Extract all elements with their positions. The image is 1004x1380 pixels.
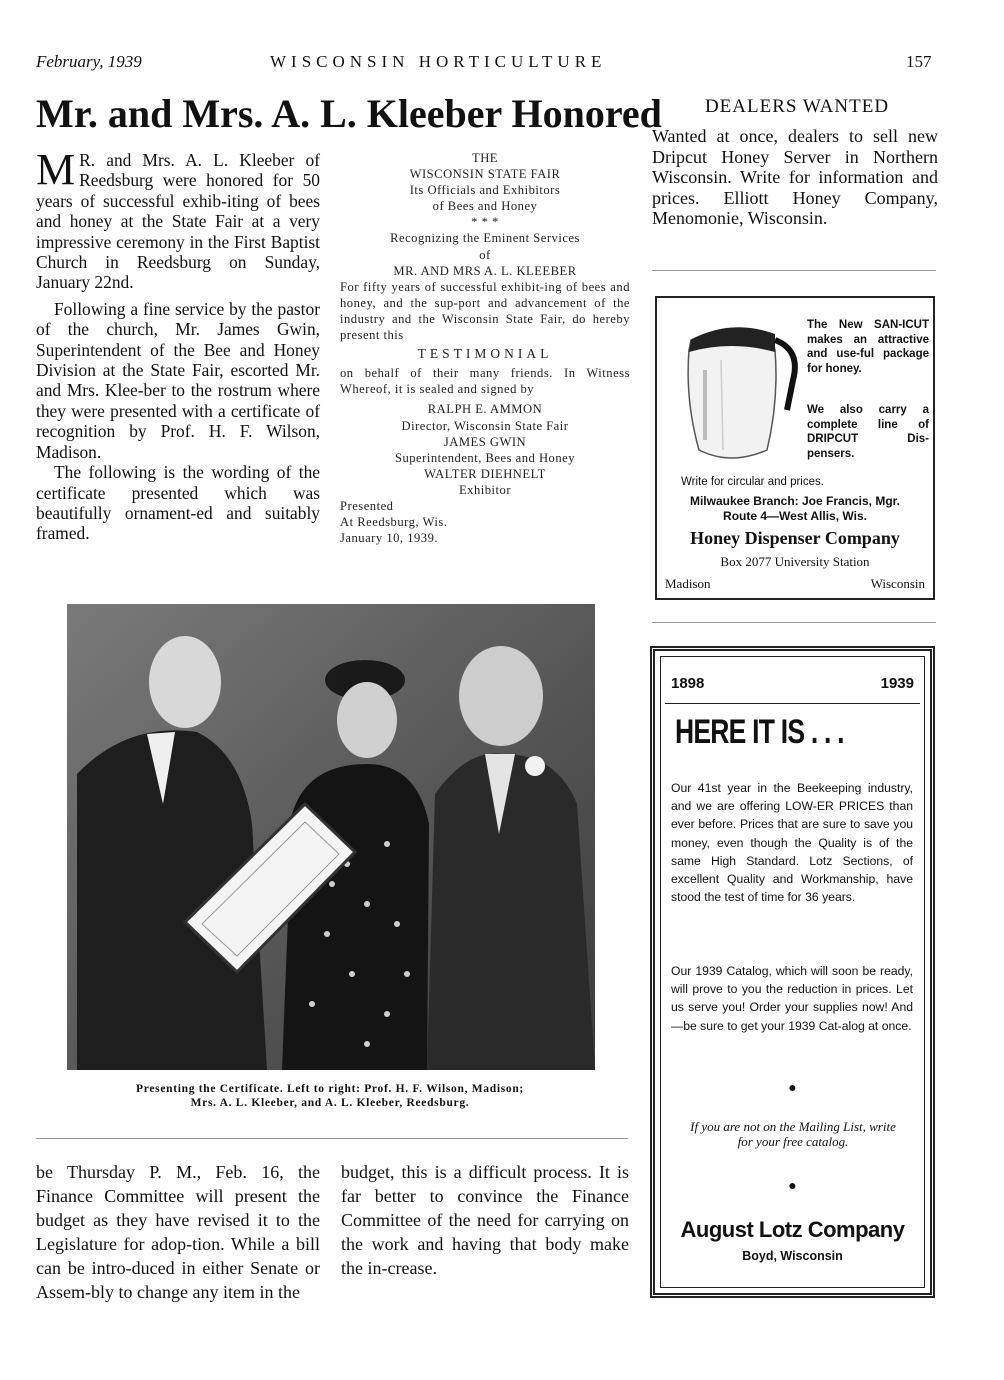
ad-mailing-note: If you are not on the Mailing List, write for your free catalog. — [690, 1119, 896, 1149]
dealers-body: Wanted at once, dealers to sell new Dripcut Honey Server in Northern Wisconsin. Write for information and prices. Elliott Honey Company, Menomonie, Wisconsin. — [652, 126, 938, 228]
ad-company-name: Honey Dispenser Company — [690, 528, 900, 548]
cert-presented: At Reedsburg, Wis. — [340, 515, 448, 530]
cert-line: WISCONSIN STATE FAIR — [409, 167, 561, 182]
cert-testimonial: TESTIMONIAL — [417, 346, 553, 362]
dripcut-description: We also carry a complete line of DRIPCUT Dis-pensers. — [807, 404, 929, 460]
cert-body: on behalf of their many friends. In Witness Whereof, it is sealed and signed by — [340, 366, 630, 397]
cert-line: Its Officials and Exhibitors — [409, 183, 561, 198]
ad-year-start: 1898 — [671, 675, 705, 692]
continued-left-column: be Thursday P. M., Feb. 16, the Finance Committee will present the budget as they have revised it to the Legislature for adop-tion. While a bill can be intro-duced in either Senate or Assem-bly to change any item in the — [36, 1162, 320, 1302]
ad-write-line: Write for circular and prices. — [681, 476, 824, 488]
ceremony-photo — [67, 604, 595, 1070]
paragraph-intro: M R. and Mrs. A. L. Kleeber of Reedsburg were honored for 50 years of successful exhib-iting of bees and honey at the State Fair at a very impressive ceremony in the First Baptist Church in Reedsburg on Sunday, January 22nd. — [36, 145, 320, 293]
divider — [652, 622, 936, 623]
ad-box-line: Box 2077 University Station — [720, 554, 870, 569]
divider — [36, 1138, 628, 1139]
page-number: 157 — [906, 52, 932, 71]
sanicut-description: The New SAN-ICUT makes an attractive and use-ful package for honey. — [807, 319, 929, 375]
article-title: Mr. and Mrs. A. L. Kleeber Honored — [36, 91, 662, 136]
certificate-text — [340, 150, 630, 546]
paragraph-ceremony: Following a fine service by the pastor of the church, Mr. James Gwin, Superintendent of the Bee and Honey Division at the State Fair, escorted Mr. and Mrs. Klee-ber to the rostrum where they were presented with a certificate of recognition by Prof. H. F. Wilson, Madison. — [36, 298, 320, 462]
ad-bullet: ● — [788, 1179, 797, 1194]
cert-honorees: MR. AND MRS A. L. KLEEBER — [393, 263, 577, 278]
cert-signer: JAMES GWIN — [443, 434, 527, 449]
cert-line: THE — [472, 151, 498, 165]
divider — [652, 270, 936, 271]
cert-signer-title: Director, Wisconsin State Fair — [401, 418, 569, 433]
article-column — [36, 145, 320, 544]
ad-paragraph-1: Our 41st year in the Beekeeping industry, and we are offering LOW-ER PRICES than ever before. Prices that are sure to save you money, even though the Quality is of the same High Standard. Lotz Sections, of excellent Quality and Workmanship, have stood the test of time for 36 years. — [671, 781, 913, 905]
ad-year-end: 1939 — [880, 675, 914, 692]
ad-route-line: Route 4—West Allis, Wis. — [723, 509, 867, 523]
divider — [665, 703, 920, 704]
issue-date: February, 1939 — [36, 52, 142, 71]
cert-line: Recognizing the Eminent Services — [390, 231, 580, 246]
honey-dispenser-ad — [655, 296, 935, 600]
ad-company-city: Boyd, Wisconsin — [742, 1249, 843, 1263]
cert-line: of Bees and Honey — [432, 199, 538, 214]
continued-right-column: budget, this is a difficult process. It is far better to convince the Finance Committee of the need for carrying on the work and having that body make the in-crease. — [341, 1162, 629, 1278]
ad-headline: HERE IT IS . . . — [675, 713, 844, 751]
paragraph-wording: The following is the wording of the certificate presented which was beautifully ornament-ed and suitably framed. — [36, 462, 320, 544]
cert-signer-title: Superintendent, Bees and Honey — [394, 450, 576, 465]
cert-signer: WALTER DIEHNELT — [424, 466, 546, 481]
ad-paragraph-2: Our 1939 Catalog, which will soon be ready, will prove to you the reduction in prices. Let us serve you! Order your supplies now! And—be sure to get your 1939 Cat-alog at once. — [671, 964, 913, 1033]
cert-stars: * * * — [471, 215, 499, 230]
cert-body: For fifty years of successful exhibit-ing of bees and honey, and the sup-port and advancement of the industry and the Wisconsin State Fair, do hereby present this — [340, 279, 630, 343]
honey-server-jar-icon — [671, 310, 801, 470]
cert-signer-title: Exhibitor — [458, 482, 512, 497]
photo-caption: Presenting the Certificate. Left to right: Prof. H. F. Wilson, Madison; Mrs. A. L. Kleeber, and A. L. Kleeber, Reedsburg. — [136, 1083, 524, 1109]
ad-state: Wisconsin — [870, 576, 925, 591]
august-lotz-ad — [650, 646, 935, 1298]
cert-presented: January 10, 1939. — [340, 531, 439, 546]
ad-city: Madison — [665, 576, 711, 591]
drop-cap: M — [36, 145, 76, 194]
ad-branch-line: Milwaukee Branch: Joe Francis, Mgr. — [689, 494, 901, 508]
dealers-heading: DEALERS WANTED — [704, 96, 890, 117]
ad-bullet: ● — [788, 1081, 797, 1096]
cert-signer: RALPH E. AMMON — [427, 402, 543, 417]
cert-presented: Presented — [340, 498, 394, 513]
cert-line: of — [479, 247, 491, 262]
ad-company-name: August Lotz Company — [680, 1217, 905, 1242]
publication-title: WISCONSIN HORTICULTURE — [270, 52, 607, 71]
